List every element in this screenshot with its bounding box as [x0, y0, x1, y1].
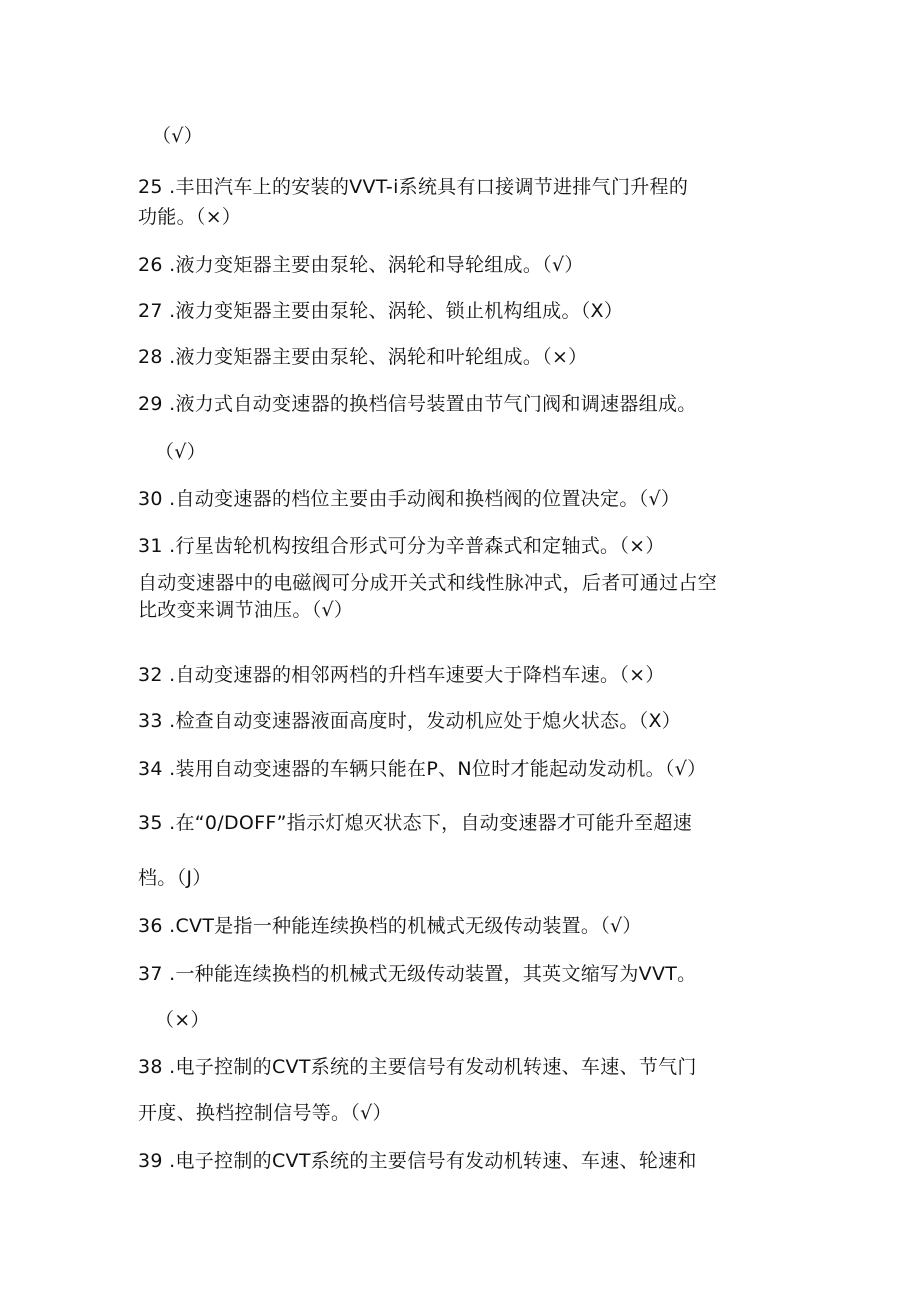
text-line: 33 .检查自动变速器液面高度时，发动机应处于熄火状态。（X）	[138, 710, 682, 732]
text-line: 37 .一种能连续换档的机械式无级传动装置，其英文缩写为VVT。	[138, 963, 697, 985]
text-line: 36 .CVT是指一种能连续换档的机械式无级传动装置。（√）	[138, 915, 642, 937]
text-line: （×）	[155, 1009, 210, 1031]
text-line: 39 .电子控制的CVT系统的主要信号有发动机转速、车速、轮速和	[138, 1150, 697, 1172]
text-line: 32 .自动变速器的相邻两档的升档车速要大于降档车速。（×）	[138, 664, 665, 686]
text-line: 档。（J）	[138, 867, 212, 889]
text-line: 25 .丰田汽车上的安装的VVT-i系统具有口接调节进排气门升程的	[138, 176, 689, 198]
text-line: 26 .液力变矩器主要由泵轮、涡轮和导轮组成。（√）	[138, 254, 584, 276]
text-line: 29 .液力式自动变速器的换档信号装置由节气门阀和调速器组成。	[138, 393, 697, 415]
text-line: 28 .液力变矩器主要由泵轮、涡轮和叶轮组成。（×）	[138, 346, 588, 368]
text-line: 比改变来调节油压。（√）	[138, 599, 354, 621]
text-line: （√）	[155, 441, 207, 463]
text-line: 38 .电子控制的CVT系统的主要信号有发动机转速、车速、节气门	[138, 1056, 697, 1078]
text-line: 31 .行星齿轮机构按组合形式可分为辛普森式和定轴式。（×）	[138, 535, 665, 557]
text-line: 自动变速器中的电磁阀可分成开关式和线性脉冲式，后者可通过占空	[138, 572, 718, 594]
text-line: 开度、换档控制信号等。（√）	[138, 1102, 392, 1124]
text-line: 35 .在“0/DOFF”指示灯熄灭状态下，自动变速器才可能升至超速	[138, 812, 693, 834]
text-line: （√）	[152, 125, 204, 147]
text-line: 功能。（×）	[138, 206, 242, 228]
text-line: 27 .液力变矩器主要由泵轮、涡轮、锁止机构组成。（X）	[138, 300, 624, 322]
text-line: 34 .装用自动变速器的车辆只能在P、N位时才能起动发动机。（√）	[138, 758, 707, 780]
text-line: 30 .自动变速器的档位主要由手动阀和换档阀的位置决定。（√）	[138, 488, 681, 510]
